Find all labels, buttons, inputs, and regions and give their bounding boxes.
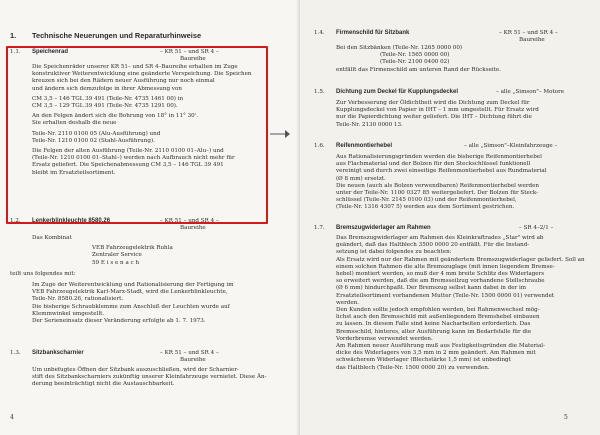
text-line: geändert, daß das Haltblech 3500 0000 20 entfällt. Für die Instand- [336, 242, 530, 249]
text-line: werden. [336, 299, 360, 306]
address-block [32, 245, 255, 267]
main-heading-text: Technische Neuerungen und Reparaturhinweise [32, 31, 202, 40]
section-tag-line: Baureihe [180, 56, 206, 63]
text-line: Teile-Nr. 2110 0100 05 (Alu-Ausführung) und [32, 130, 161, 137]
paragraph [314, 100, 584, 129]
text-line: Das Kombinat [32, 235, 72, 241]
text-line: Zur Verbesserung der Öldichtheit wird die Dichtung zum Deckel für [336, 100, 530, 106]
section-tag-line: – alle „Simson"– Motore [496, 89, 565, 95]
text-line: Als Ersatz wird nur der Rahmen mit geändertem Bremszugwiderlager geliefert. Soll an [336, 256, 585, 263]
section-1-2 [10, 218, 255, 325]
section-tag-line: – SR 4–2/1 – [519, 225, 554, 231]
text-line: Um unbefugtes Öffnen der Sitzbank auszuschließen, wird der Scharnier- [32, 367, 239, 373]
paragraph [32, 96, 255, 110]
text-line: unter der Teile-Nr. 1100 0327 85 weitergeliefert. Der Bolzen für Steck- [336, 190, 539, 197]
text-line: Bei den Sitzbänken (Teile-Nr. 1265 0000 00) [336, 45, 463, 51]
text-line: (Ø 8 mm) ersetzt. [336, 175, 386, 182]
text-line: Die Speichenräder unserer KR 51– und SR 4–Baureihe erhalten im Zuge [32, 64, 238, 70]
section-1-5 [314, 89, 584, 129]
section-title: Dichtung zum Deckel für Kupplungsdeckel [336, 89, 459, 95]
text-line: Ersatzteilsortiment vorhandenen Mutter (Teile-Nr. 1500 0000 01) verwendet [336, 292, 555, 299]
section-number: 1.2. [10, 218, 21, 224]
text-line: Die Felgen der alten Ausführung (Teile-Nr. 2110 0100 01–Alu–) und [32, 148, 224, 155]
text-line: Vorderbremse verwendet werden. [336, 335, 433, 342]
address-line: Zentraler Service [92, 252, 142, 259]
section-number: 1.7. [314, 225, 325, 231]
text-line: Teile-Nr. 2130 0000 13. [336, 121, 403, 128]
text-line: An den Felgen ändert sich die Bohrung von 18° in 11° 30'. [32, 113, 199, 120]
section-tag-line: Baureihe [180, 225, 206, 232]
text-line: Den Kunden sollte jedoch empfohlen werden, bei Rahmenwechsel mög- [336, 307, 540, 314]
text-line: schlüssel (Teile-Nr. 2145 0100 03) und der Reifenmontierhebel, [336, 197, 517, 204]
section-tag-line: – KR 51 – und SR 4 – [499, 30, 558, 36]
section-1-6 [314, 143, 584, 212]
page-number: 4 [10, 414, 14, 421]
paragraph [314, 235, 584, 372]
address-line: 59 E i s e n a c h [92, 259, 140, 266]
right-page [300, 0, 600, 435]
text-line: Ersatz geliefert. Die Speichenabmessung CM 3,5 – 146 TGL 39 491 [32, 162, 224, 169]
section-tag [160, 49, 255, 63]
text-line: Bremsschild, hinteres, alter Ausführung kann im Bedarfsfalle für die [336, 328, 532, 335]
section-tag-line: – alle „Simson"–Kleinfahrzeuge – [464, 143, 558, 149]
paragraph [32, 113, 255, 127]
section-title: Sitzbankscharnier [32, 350, 84, 356]
section-title: Bremszugwiderlager am Rahmen [336, 225, 431, 231]
section-tag [160, 350, 255, 364]
paragraph [32, 64, 255, 93]
text-line: stift des Sitzbankscharniers zukünftig unserer Kleinfahrzeuge vernietet. Diese Än- [32, 374, 267, 381]
section-1-3 [10, 350, 267, 389]
text-line: dicke des Widerlagers von 3,5 mm in 2 mm geändert. Am Rahmen mit [336, 350, 536, 357]
text-line: Sie erhalten deshalb die neue [32, 120, 117, 127]
text-line: Kupplungsdeckel von Papier in IHT – 1 mm umgestellt. Für Ersatz wird [336, 107, 539, 114]
text-line: schwächerem Widerlager (Blechstärke 1,5 mm) ist unbedingt [336, 357, 511, 364]
section-title: Reifenmontierhebel [336, 143, 393, 149]
section-title: Firmenschild für Sitzbank [336, 30, 410, 36]
text-line: Der Serieneinsatz dieser Veränderung erfolgte ab 1. 7. 1973. [32, 318, 206, 325]
text-line: (Teile-Nr. 1210 0100 01–Stahl–) werden nach Aufbrauch nicht mehr für [32, 155, 235, 162]
arrow-right-icon [270, 128, 290, 140]
text-line: konstruktiver Weiterentwicklung eine geänderte Verspeichung. Die Speichen [32, 71, 252, 78]
paragraph [32, 131, 255, 145]
section-1-1 [10, 49, 255, 177]
section-tag-line: – KR 51 – und SR 4 – [160, 218, 219, 224]
section-tag [499, 30, 584, 44]
text-line: CM 3,5 – 129 TGL 39 491 (Teile-Nr. 4735 1291 00). [32, 103, 178, 110]
section-tag [519, 225, 584, 232]
section-number: 1.5. [314, 89, 325, 95]
section-tag-line: Baureihe [519, 37, 545, 44]
text-line: Teile-Nr. 8580.26, rationalisiert. [32, 296, 124, 303]
text-line: (Teile-Nr. 1565 0000 00) [380, 52, 450, 59]
text-line: teilt uns folgendes mit: [10, 270, 76, 277]
section-number: 1.4. [314, 30, 325, 36]
text-line: entfällt das Firmenschild am unteren Rand der Rückseite. [336, 66, 502, 73]
text-line: Im Zuge der Weiterentwicklung und Rationalisierung der Fertigung im [32, 282, 234, 289]
paragraph [10, 282, 255, 325]
text-line: Aus Rationalisierungsgründen werden die bisherige Reifenmontierhebel [336, 154, 542, 160]
text-line: kreuzen sich bei den Rädern neuer Ausführung nur noch einmal [32, 78, 215, 85]
text-line: (Teile-Nr. 2100 0400 02) [380, 59, 450, 66]
text-line: vereinigt und durch zwei einseitige Reifenmontierhebel aus Rundmaterial [336, 168, 547, 175]
section-tag-line: Baureihe [180, 357, 206, 364]
paragraph [10, 367, 267, 389]
paragraph [32, 148, 255, 177]
text-line: Am Rahmen neuer Ausführung muß aus Festigkeitsgründen die Material- [336, 343, 545, 350]
text-line: CM 3,5 – 146 TGL 39 491 (Teile-Nr. 4735 1461 00) in [32, 95, 184, 102]
text-line: hebel) montiert werden, so muß der 4 mm breite Schlitz des Widerlagers [336, 271, 545, 278]
text-line: Das Bremszugwiderlager am Rahmen des Kleinkraftrades „Star" wird ab [336, 235, 544, 241]
page-number: 5 [564, 414, 568, 421]
text-line: setzung ist dabei folgendes zu beachten: [336, 249, 452, 256]
text-line: (Ø 6 mm) hindurchpaßt. Der Bremszug selbst kann dabei in der im [336, 285, 527, 292]
text-line: Teile-Nr. 1210 0100 02 (Stahl-Ausführung). [32, 137, 155, 144]
text-line: und ändern sich demzufolge in ihrer Abmessung von [32, 85, 182, 92]
section-tag [496, 89, 584, 96]
section-1-4 [314, 30, 584, 74]
paragraph [314, 154, 584, 212]
text-line: Klemmwinkel umgestellt. [32, 310, 105, 317]
text-line: nur die Papierdichtung weiter geliefert. Die IHT – Dichtung führt die [336, 114, 532, 121]
section-tag [160, 218, 255, 232]
text-line: Die neuen (auch als Bolzen verwendbaren) Reifenmontierhebel werden [336, 182, 539, 189]
section-tag [464, 143, 584, 150]
text-line: lichst auch den Bremsschild mit außenliegendem Bremshebel einbauen [336, 314, 540, 321]
text-line: VEB Fahrzeugelektrik Karl-Marx-Stadt, wird die Lenkerblinkleuchte, [32, 289, 228, 296]
text-line: derung beeinträchtigt nicht die Austauschbarkeit. [32, 381, 175, 388]
text-line: aus Flachmaterial und der Bolzen für den Steckschlüssel funktionell [336, 161, 531, 168]
section-title: Speichenrad [32, 49, 69, 55]
main-heading-number: 1. [10, 31, 17, 40]
section-title: Lenkerblinkleuchte 8580.26 [32, 218, 111, 224]
text-line: einem solchen Rahmen die alte Bremszuglage (mit innen liegendem Bremse- [336, 263, 555, 270]
section-number: 1.3. [10, 350, 21, 356]
section-number: 1.6. [314, 143, 325, 149]
section-tag-line: – KR 51 – und SR 4 – [160, 350, 219, 356]
section-tag-line: – KR 51 – und SR 4 – [160, 49, 219, 55]
address-line: VEB Fahrzeugelektrik Ruhla [92, 245, 173, 252]
text-line: (Teile-Nr. 1316 4307 5) werden aus dem Sortiment gestrichen. [336, 204, 515, 211]
text-line: das Haltblech (Teile-Nr. 1500 0000 20) zu verwenden. [336, 364, 490, 371]
main-heading [10, 32, 280, 39]
text-line: Die bisherige Schraubklemme zum Anschluß der Leuchten wurde auf [32, 303, 230, 310]
text-line: zu lassen. In diesem Falle sind keine Nacharbeiten erforderlich. Das [336, 321, 531, 328]
text-line: bleibt im Ersatzteilsortiment. [32, 169, 116, 176]
section-1-7 [314, 225, 584, 372]
section-number: 1.1. [10, 49, 21, 55]
paragraph [314, 45, 584, 74]
text-line: so erweitert werden, daß die am Bremsseilzug vorhandene Stellschraube [336, 278, 545, 285]
